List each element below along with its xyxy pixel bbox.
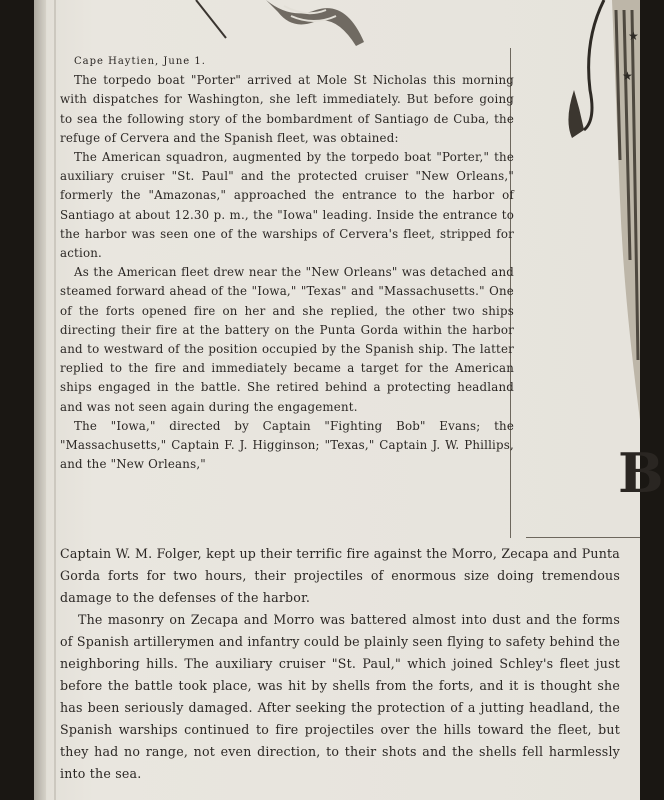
fold-crease bbox=[54, 0, 56, 800]
paragraph-american-squadron: The American squadron, augmented by the torpedo boat "Porter," the auxiliary cruiser "St. Paul" and the protected cruiser "New Orleans," formerly the "Amazonas," approached the entrance to the harbor of Santiago at about 12.30 p. m., the "Iowa" leading. Inside the entrance to the harbor was seen one of the warships of Cervera's fleet, stripped for action. bbox=[60, 150, 514, 261]
flag-illustration-top bbox=[196, 0, 366, 46]
paragraph-folger-fire: Captain W. M. Folger, kept up their terrific fire against the Morro, Zecapa and Punta Gorda forts for two hours, their projectiles of enormous size doing tremendous damage to the defenses of the harbor. bbox=[60, 546, 620, 605]
torn-page-edge bbox=[34, 0, 46, 800]
article-wide-column bbox=[60, 543, 620, 785]
headline-box-rule bbox=[526, 537, 640, 538]
headline-fragment: B bbox=[618, 441, 664, 505]
paragraph-new-orleans-detached: As the American fleet drew near the "New Orleans" was detached and steamed forward ahead of the "Iowa," "Texas" and "Massachusetts." One of the forts opened fire on her and she replied, the other two ships directing their fire at the battery on the Punta Gorda within the harbor and to westward of the position occupied by the Spanish ship. The latter replied to the fire and immediately became a target for the American ships engaged in the battle. She retired behind a protecting headland and was not seen again during the engagement. bbox=[60, 265, 514, 414]
article-narrow-column bbox=[60, 52, 514, 474]
paragraph-porter-arrival: The torpedo boat "Porter" arrived at Mole St Nicholas this morning with dispatches for Washington, she left immediately. But before going to sea the following story of the bombardment of Santiago de Cuba, the refuge of Cervera and the Spanish fleet, was obtained: bbox=[60, 73, 514, 145]
paragraph-iowa-captains: The "Iowa," directed by Captain "Fighting Bob" Evans; the "Massachusetts," Captain F. J. Higginson; "Texas," Captain J. W. Phillips, and the "New Orleans," bbox=[60, 418, 514, 472]
paragraph-masonry-battered: The masonry on Zecapa and Morro was battered almost into dust and the forms of Spanish artillerymen and infantry could be plainly seen flying to safety behind the neighboring hills. The auxiliary cruiser "St. Paul," which joined Schley's fleet just before the battle took place, was hit by shells from the forts, and it is thought she has been seriously damaged. After seeking the protection of a jutting headland, the Spanish warships continued to fire projectiles over the hills toward the fleet, but they had no range, not even direction, to their shots and the shells fell harmlessly into the sea. bbox=[60, 612, 620, 781]
svg-text:★: ★ bbox=[622, 69, 633, 83]
svg-text:★: ★ bbox=[628, 29, 639, 43]
dateline: Cape Haytien, June 1. bbox=[74, 56, 206, 67]
